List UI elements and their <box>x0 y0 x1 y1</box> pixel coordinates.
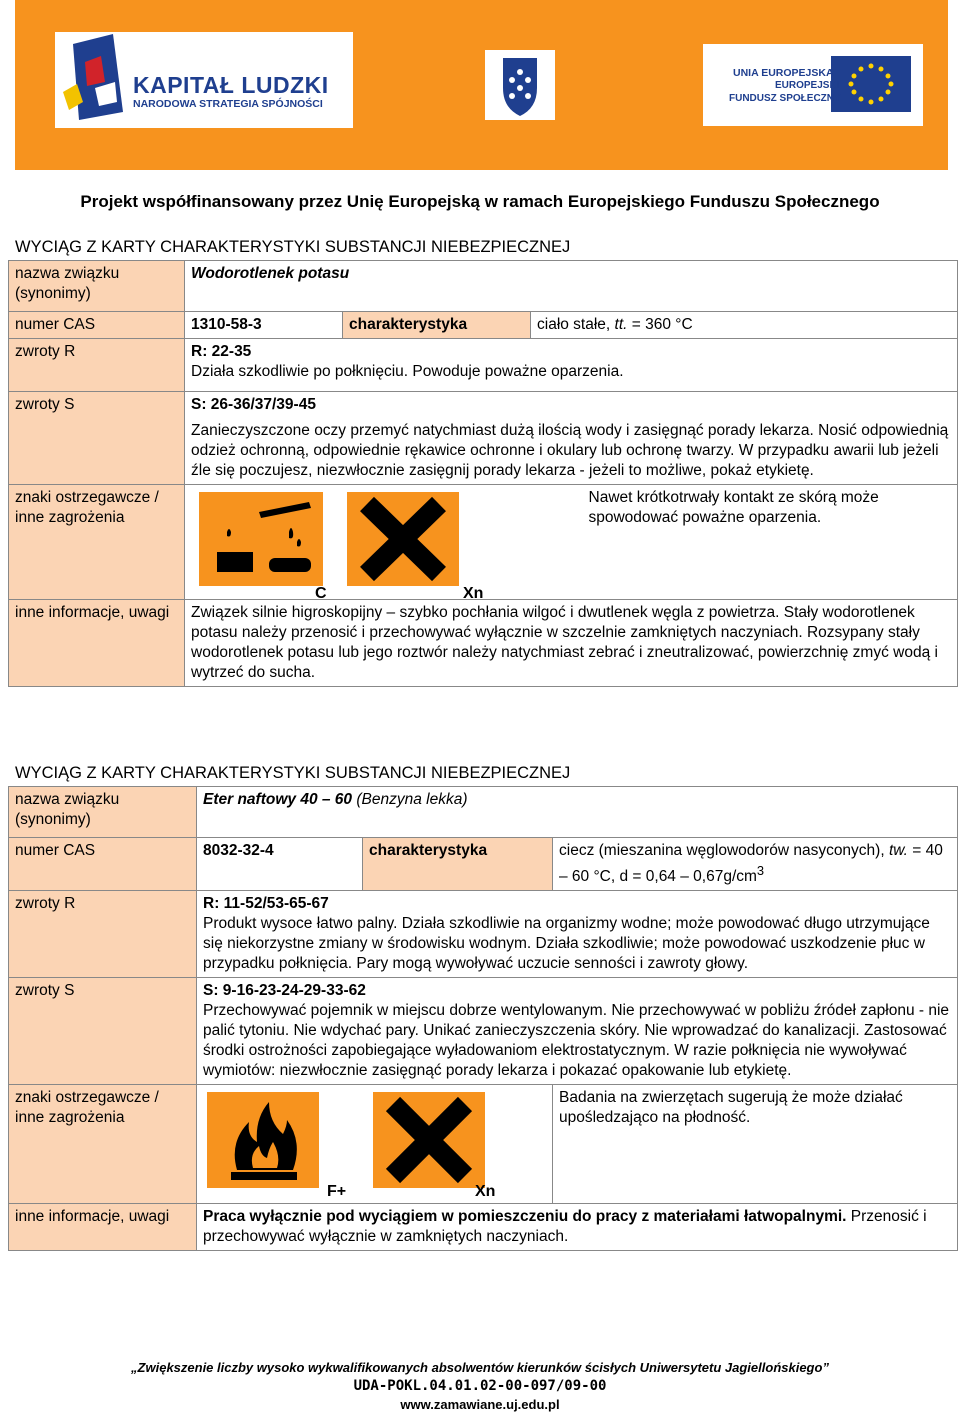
card1-table <box>8 260 958 687</box>
harmful-x-icon <box>373 1092 489 1192</box>
kapital-ludzki-title: KAPITAŁ LUDZKI <box>133 72 329 98</box>
card2-cas-label: numer CAS <box>9 838 197 891</box>
header-banner <box>15 0 948 170</box>
card2-cas-value: 8032-32-4 <box>197 838 363 891</box>
card1-s-cell <box>185 392 958 485</box>
card2-hazard-label: znaki ostrzegawcze / inne zagrożenia <box>9 1085 197 1204</box>
card2-pictogram2-label: Xn <box>475 1183 496 1201</box>
coat-of-arms-logo <box>485 50 555 120</box>
card1-pictogram2-label: Xn <box>463 585 484 602</box>
eu-text-line1: UNIA EUROPEJSKA <box>733 67 834 79</box>
footer-project-title: „Zwiększenie liczby wysoko wykwalifikowanych absolwentów kierunków ścisłych Uniwersytetu Jagiellońskiego” <box>131 1360 829 1375</box>
card1-other-text: Związek silnie higroskopijny – szybko pochłania wilgoć i dwutlenek węgla z powietrza. Stały wodorotlenek potasu należy przenosić i przechowywać wyłącznie w szczelnie zamkniętych naczyniach. Rozsypany stały wodorotlenek potasu lub jego roztwór należy natychmiast zebrać i zneutralizować, powierzchnię zmyć wodą i wytrzeć do sucha. <box>185 600 958 687</box>
card2-char-value: ciecz (mieszanina węglowodorów nasyconych), tw. = 40 – 60 °C, $d = 0,64 - 0,67g/cm^3$ <box>553 838 958 891</box>
card2-r-code: R: 11-52/53-65-67 <box>203 895 329 913</box>
card1-hazard-label: znaki ostrzegawcze / inne zagrożenia <box>9 485 185 600</box>
card1-name-value: Wodorotlenek potasu <box>185 261 958 312</box>
card2-char-label: charakterystyka <box>363 838 553 891</box>
card1-s-code: S: 26-36/37/39-45 <box>191 396 316 413</box>
card1-r-label: zwroty R <box>9 339 185 392</box>
card1-r-cell <box>185 339 958 392</box>
card2-s-cell <box>197 978 958 1085</box>
card2-name-value: Eter naftowy 40 – 60 (Benzyna lekka) <box>197 787 958 838</box>
card2-pictograms <box>197 1085 553 1204</box>
footer-project-code: UDA-POKL.04.01.02-00-097/09-00 <box>353 1378 607 1394</box>
card1-other-label: inne informacje, uwagi <box>9 600 185 687</box>
eu-text-line2: EUROPEJSKI <box>775 80 840 91</box>
card2-r-label: zwroty R <box>9 891 197 978</box>
card2-name-label: nazwa związku (synonimy) <box>9 787 197 838</box>
card1-pictogram1-label: C <box>315 585 327 602</box>
card2-other-text: Praca wyłącznie pod wyciągiem w pomieszczeniu do pracy z materiałami łatwopalnymi. Przenosić i przechowywać wyłącznie w zamkniętych naczyniach. <box>197 1204 958 1251</box>
card2-other-label: inne informacje, uwagi <box>9 1204 197 1251</box>
card2-s-label: zwroty S <box>9 978 197 1085</box>
coat-of-arms-icon <box>485 50 555 120</box>
card2-s-code: S: 9-16-23-24-29-33-62 <box>203 982 366 1000</box>
card2-pictogram1-label: F+ <box>327 1183 347 1201</box>
card1-cas-value: 1310-58-3 <box>185 312 343 339</box>
card1-pictograms <box>185 485 531 600</box>
card2-table <box>8 786 958 1251</box>
card1-r-code: R: 22-35 <box>191 343 252 360</box>
card2-hazard-note: Badania na zwierzętach sugerują że może działać upośledzająco na płodność. <box>553 1085 958 1204</box>
card1-hazard-note: Nawet krótkotrwały kontakt ze skórą może spowodować poważne oparzenia. <box>531 485 958 600</box>
kapital-ludzki-subtitle: NARODOWA STRATEGIA SPÓJNOŚCI <box>133 98 323 110</box>
eu-text-line3: FUNDUSZ SPOŁECZNY <box>729 93 841 104</box>
card1-r-text: Działa szkodliwie po połknięciu. Powoduje poważne oparzenia. <box>191 363 624 380</box>
footer-website-link[interactable]: www.zamawiane.uj.edu.pl <box>400 1397 560 1412</box>
card1-char-value: ciało stałe, tt. = 360 °C <box>531 312 958 339</box>
card2-s-text: Przechowywać pojemnik w miejscu dobrze wentylowanym. Nie przechowywać w pobliżu źródeł zapłonu - nie palić tytoniu. Nie wdychać pary. Unikać zanieczyszczenia skóry. Nie wprowadzać do kanalizacji. Zastosować środki ostrożności zapobiegające wyładowaniom elektrostatycznym. W razie połknięcia nie wywoływać wymiotów: niezwłocznie zasięgnąć porady lekarza i pokazać opakowanie lub etykietę. <box>203 1002 950 1080</box>
card1-s-text: Zanieczyszczone oczy przemyć natychmiast dużą ilością wody i zasięgnąć porady lekarza. Nosić odpowiednią odzież ochronną, odpowiednie rękawice ochronne i okulary lub ochronę twarzy. W przypadku awarii lub jeżeli źle się poczujesz, niezwłocznie zasięgnij porady lekarza - jeżeli to możliwe, pokaż etykietę. <box>191 422 949 479</box>
card1-s-label: zwroty S <box>9 392 185 485</box>
corrosive-icon <box>199 492 329 590</box>
card1-cas-label: numer CAS <box>9 312 185 339</box>
harmful-x-icon <box>347 492 463 590</box>
flammable-icon <box>207 1092 325 1192</box>
card1-char-label: charakterystyka <box>343 312 531 339</box>
card1-heading: WYCIĄG Z KARTY CHARAKTERYSTYKI SUBSTANCJI NIEBEZPIECZNEJ <box>15 238 571 256</box>
project-funding-line: Projekt współfinansowany przez Unię Europejską w ramach Europejskiego Funduszu Społecznego <box>80 192 880 211</box>
card2-r-text: Produkt wysoce łatwo palny. Działa szkodliwie na organizmy wodne; może powodować długo utrzymujące się niekorzystne zmiany w środowisku wodnym. Działa szkodliwie; może powodować uszkodzenie płuc w przypadku połknięcia. Pary mogą wywoływać uczucie senności i zawroty głowy. <box>203 915 930 973</box>
card2-heading: WYCIĄG Z KARTY CHARAKTERYSTYKI SUBSTANCJI NIEBEZPIECZNEJ <box>15 764 571 782</box>
card2-r-cell <box>197 891 958 978</box>
card1-name-label: nazwa związku (synonimy) <box>9 261 185 312</box>
